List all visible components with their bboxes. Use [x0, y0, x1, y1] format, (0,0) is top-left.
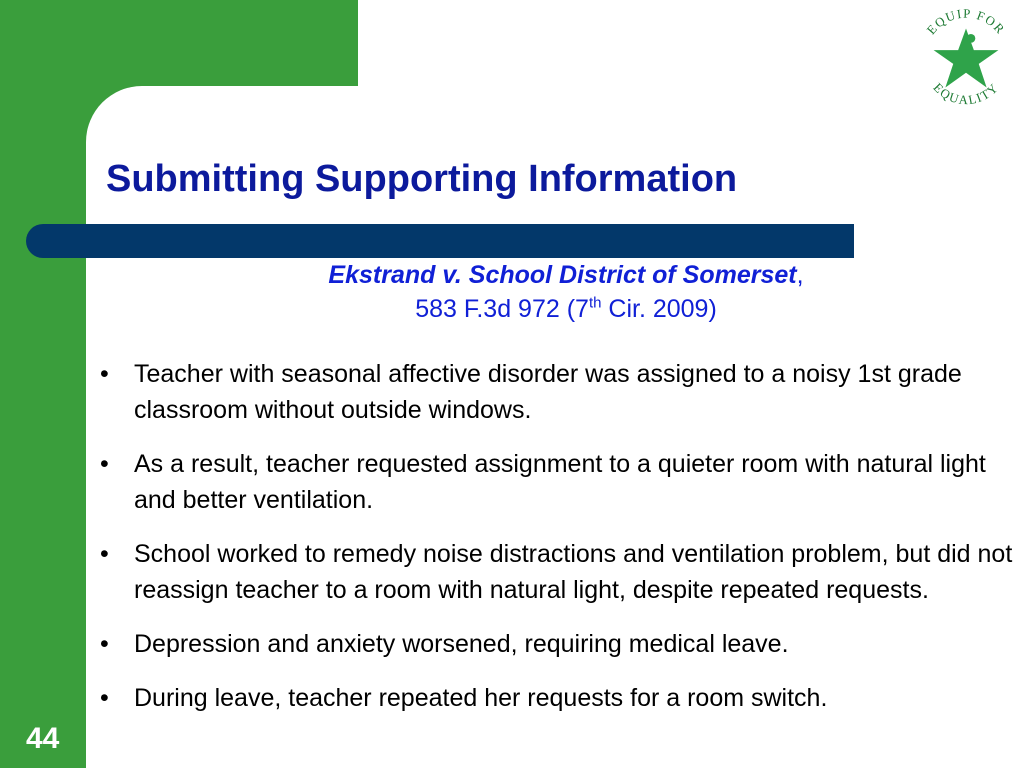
citation-before: 583 F.3d 972 (7: [415, 295, 589, 323]
logo-text-bottom: EQUALITY: [930, 80, 1002, 108]
case-name: Ekstrand v. School District of Somerset: [328, 261, 797, 289]
title-underline-bar: [26, 224, 854, 258]
bullet-item: • Teacher with seasonal affective disorder was assigned to a noisy 1st grade classroom without outside windows.: [96, 356, 1020, 428]
slide-title: Submitting Supporting Information: [106, 158, 738, 200]
bullet-list: [96, 356, 1020, 734]
bullet-item: • During leave, teacher repeated her requests for a room switch.: [96, 680, 1020, 716]
case-name-line: [140, 258, 992, 292]
case-comma: ,: [796, 261, 804, 289]
case-citation-line: [140, 292, 992, 326]
slide-number: 44: [26, 722, 60, 755]
bullet-item: • School worked to remedy noise distractions and ventilation problem, but did not reassign teacher to a room with natural light, despite repeated requests.: [96, 536, 1020, 608]
citation-after: Cir. 2009): [601, 295, 717, 323]
bullet-item: • As a result, teacher requested assignment to a quieter room with natural light and better ventilation.: [96, 446, 1020, 518]
citation-superscript: th: [588, 294, 602, 312]
equip-for-equality-logo-icon: [912, 8, 1020, 108]
logo-figure-head: [966, 34, 975, 43]
logo-text-top: EQUIP FOR: [924, 8, 1008, 38]
case-citation-block: [140, 258, 992, 326]
svg-text:EQUALITY: [930, 80, 1001, 107]
bullet-item: • Depression and anxiety worsened, requiring medical leave.: [96, 626, 1020, 662]
logo-star-shape: [934, 29, 999, 88]
